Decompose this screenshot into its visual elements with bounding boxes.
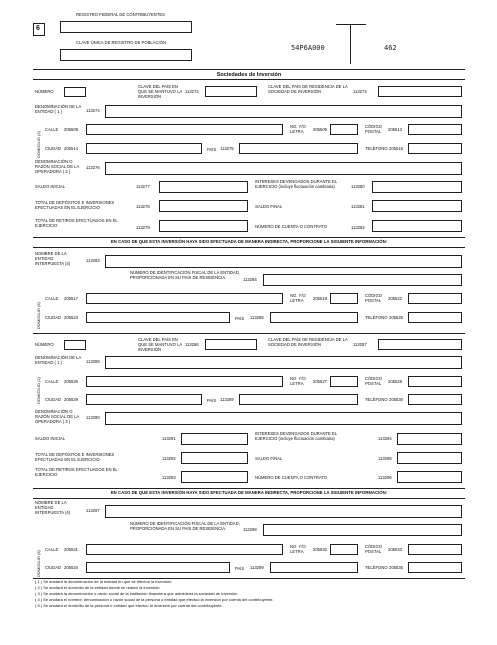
cuenta-label: NÚMERO DE CUENTA O CONTRATO [255, 224, 328, 229]
depositos-code: 113292 [162, 456, 176, 461]
pais5-label: PAÍS [235, 316, 245, 321]
saldo-final-code: 113295 [378, 456, 392, 461]
calle5-field[interactable] [86, 544, 283, 555]
interpuesta-code: 113297 [86, 508, 100, 513]
corner-mark-v [350, 24, 351, 64]
numero-field[interactable] [64, 87, 86, 97]
pais5-code: 113299 [250, 565, 264, 570]
telefono-label: TELÉFONO [365, 397, 388, 402]
indirecta-banner: EN CASO DE QUE ESTA INVERSIÓN HAYA SIDO EFECTUADA DE MANERA INDIRECTA, PROPORCIONE LA SIGUIENTE INFORMACIÓN: [110, 490, 388, 495]
numero-label: NÚMERO [35, 89, 54, 94]
footnote-5: ( 5 ) Se anotará el domicilio de la persona o entidad que efectuó la inversión por cuenta del contribuyente. [35, 603, 223, 608]
denominacion-entidad-field[interactable] [105, 105, 462, 118]
intereses-field[interactable] [397, 433, 462, 445]
interpuesta-label: NOMBRE DE LA ENTIDAD INTERPUESTA (4) [35, 500, 71, 515]
calle-code: 205526 [64, 379, 78, 384]
nif-label: NÚMERO DE IDENTIFICACIÓN FISCAL DE LA ENTIDAD, PROPORCIONADA EN SU PAÍS DE RESIDENCIA. [130, 270, 240, 280]
ciudad5-field[interactable] [86, 562, 230, 573]
numero-field[interactable] [64, 340, 86, 350]
telefono5-label: TELÉFONO [365, 565, 388, 570]
nif-code: 113298 [243, 527, 257, 532]
intereses-code: 113294 [378, 436, 392, 441]
page-number: 6 [36, 25, 40, 32]
no-letra-label: NO. Y/O LETRA [290, 376, 306, 386]
footnote-1: ( 1 ) Se anotará la denominación de la entidad en que se efectuó la inversión. [35, 579, 173, 584]
denominacion-entidad-label: DENOMINACIÓN DE LA ENTIDAD ( 1 ) [35, 104, 82, 114]
no5-field[interactable] [330, 293, 358, 304]
depositos-code: 113278 [136, 204, 150, 209]
calle5-field[interactable] [86, 293, 283, 304]
intereses-label: INTERESES DEVENGADOS DURANTE EL EJERCICIO (incluye fluctuación cambiaria) [255, 431, 337, 441]
telefono5-label: TELÉFONO [365, 315, 388, 320]
denominacion-entidad-code: 113288 [86, 359, 100, 364]
curp-label: CLAVE ÚNICA DE REGISTRO DE POBLACIÓN [76, 40, 166, 45]
telefono-field[interactable] [408, 143, 462, 154]
operadora-label: DENOMINACIÓN O RAZÓN SOCIAL DE LA OPERADORA ( 3 ) [35, 159, 80, 174]
denominacion-entidad-label: DENOMINACIÓN DE LA ENTIDAD ( 1 ) [35, 355, 82, 365]
interpuesta-code: 113283 [86, 258, 100, 263]
saldo-inicial-code: 113277 [136, 184, 150, 189]
curp-field[interactable] [60, 49, 192, 61]
calle-label: CALLE [45, 127, 59, 132]
operadora-field[interactable] [105, 412, 462, 425]
title-rule-bottom [33, 79, 465, 80]
intereses-code: 113280 [351, 184, 365, 189]
denominacion-entidad-field[interactable] [105, 356, 462, 369]
saldo-inicial-code: 113291 [162, 436, 176, 441]
indirecta-banner: EN CASO DE QUE ESTA INVERSIÓN HAYA SIDO EFECTUADA DE MANERA INDIRECTA, PROPORCIONE LA SIGUIENTE INFORMACIÓN: [110, 239, 388, 244]
retiros-label: TOTAL DE RETIROS EFECTUADOS EN EL EJERCICIO [35, 218, 118, 228]
ciudad5-code: 205523 [64, 315, 78, 320]
corner-mark-h [336, 24, 366, 25]
domicilio5-vertical-label: DOMICILIO (5) [36, 550, 41, 577]
ciudad-field[interactable] [86, 143, 202, 154]
depositos-field[interactable] [181, 452, 248, 464]
codigo-postal-label: CÓDIGO POSTAL [365, 124, 382, 134]
ciudad-code: 205529 [64, 397, 78, 402]
telefono5-code: 205525 [389, 315, 403, 320]
block-separator [33, 333, 465, 334]
cp5-label: CÓDIGO POSTAL [365, 293, 382, 303]
footnote-4: ( 4 ) Se anotará el nombre, denominación o razón social de la persona o entidad que efectuó la inversión por cuenta del contribuyente. [35, 597, 274, 602]
operadora-label: DENOMINACIÓN O RAZÓN SOCIAL DE LA OPERADORA ( 3 ) [35, 409, 80, 424]
calle-code: 205508 [64, 127, 78, 132]
no-letra-code: 205509 [313, 127, 327, 132]
pais5-code: 113285 [250, 315, 264, 320]
handwritten-code: 54P6A000 [291, 44, 325, 52]
nif-code: 113284 [243, 277, 257, 282]
codigo-postal-code: 205513 [388, 127, 402, 132]
section-title: Sociedades de Inversión [216, 71, 282, 78]
depositos-label: TOTAL DE DEPÓSITOS E INVERSIONES EFECTUADAS EN EL EJERCICIO [35, 200, 115, 210]
operadora-code: 113290 [86, 415, 100, 420]
ciudad-field[interactable] [86, 394, 202, 405]
pais-code: 113289 [220, 397, 234, 402]
telefono-field[interactable] [408, 394, 462, 405]
no-letra-field[interactable] [330, 376, 358, 387]
telefono5-field[interactable] [408, 562, 462, 573]
ciudad5-label: CIUDAD [45, 565, 62, 570]
calle-field[interactable] [86, 124, 283, 135]
ciudad-label: CIUDAD [45, 397, 62, 402]
domicilio5-vertical-label: DOMICILIO (5) [36, 302, 41, 329]
domicilio-vertical-label: DOMICILIO (2) [36, 377, 41, 404]
domicilio-vertical-label: DOMICILIO (2) [36, 131, 41, 158]
cp5-field[interactable] [408, 544, 462, 555]
no-letra-field[interactable] [330, 124, 358, 135]
interpuesta-field[interactable] [105, 505, 462, 518]
cuenta-field[interactable] [397, 471, 462, 483]
calle-label: CALLE [45, 379, 59, 384]
clave-pais-code: 113286 [185, 342, 199, 347]
no5-code: 205532 [313, 547, 327, 552]
cuenta-label: NÚMERO DE CUENTA O CONTRATO [255, 475, 328, 480]
clave-pais-label: CLAVE DEL PAÍS EN QUE SE MANTUVO LA INVERSIÓN [138, 337, 182, 352]
pais-field[interactable] [239, 143, 358, 154]
intereses-label: INTERESES DEVENGADOS DURANTE EL EJERCICIO (incluye fluctuación cambiaria) [255, 179, 337, 189]
operadora-code: 113276 [86, 165, 100, 170]
nif-field[interactable] [263, 524, 462, 536]
pais-code: 113275 [220, 146, 234, 151]
cuenta-code: 113296 [378, 475, 392, 480]
saldo-inicial-label: SALDO INICIAL [35, 184, 66, 189]
clave-pais-field[interactable] [205, 339, 257, 350]
saldo-inicial-field[interactable] [181, 433, 248, 445]
cp5-code: 205533 [388, 547, 402, 552]
interpuesta-label: NOMBRE DE LA ENTIDAD INTERPUESTA (4) [35, 251, 71, 266]
clave-pais-code: 113272 [185, 89, 199, 94]
depositos-label: TOTAL DE DEPÓSITOS E INVERSIONES EFECTUADAS EN EL EJERCICIO [35, 452, 115, 462]
pais-label: PAÍS [207, 398, 217, 403]
no-letra-code: 205527 [313, 379, 327, 384]
denominacion-entidad-code: 113274 [86, 108, 100, 113]
ciudad5-code: 205534 [64, 565, 78, 570]
no5-label: NO. Y/O LETRA [290, 544, 306, 554]
retiros-code: 113279 [136, 225, 150, 230]
pais-label: PAÍS [207, 147, 217, 152]
footnote-2: ( 2 ) Se anotará el domicilio de la entidad donde se realizó la inversión. [35, 585, 161, 590]
saldo-inicial-field[interactable] [159, 181, 248, 193]
calle5-label: CALLE [45, 547, 59, 552]
title-rule-top [33, 69, 465, 70]
telefono-code: 205530 [389, 397, 403, 402]
retiros-field[interactable] [181, 471, 248, 483]
no5-code: 205518 [313, 296, 327, 301]
codigo-postal-code: 205528 [388, 379, 402, 384]
cp5-field[interactable] [408, 293, 462, 304]
saldo-final-label: SALDO FINAL [255, 456, 283, 461]
clave-pais-field[interactable] [205, 86, 257, 97]
nif-field[interactable] [263, 274, 462, 286]
clave-pais-label: CLAVE DEL PAÍS EN QUE SE MANTUVO LA INVERSIÓN [138, 84, 182, 99]
ciudad5-field[interactable] [86, 312, 230, 323]
clave-residencia-field[interactable] [378, 339, 462, 350]
retiros-code: 113293 [162, 475, 176, 480]
cp5-label: CÓDIGO POSTAL [365, 544, 382, 554]
clave-residencia-field[interactable] [378, 86, 462, 97]
calle5-code: 205517 [64, 296, 78, 301]
ciudad-code: 205514 [64, 146, 78, 151]
pais5-label: PAÍS [235, 566, 245, 571]
saldo-final-field[interactable] [397, 452, 462, 464]
banner-rule-top [33, 488, 465, 489]
ciudad-label: CIUDAD [45, 146, 62, 151]
no5-field[interactable] [330, 544, 358, 555]
calle5-code: 205531 [64, 547, 78, 552]
telefono-code: 205516 [389, 146, 403, 151]
banner-rule-top [33, 237, 465, 238]
retiros-label: TOTAL DE RETIROS EFECTUADOS EN EL EJERCICIO [35, 467, 118, 477]
footnote-3: ( 3 ) Se anotará la denominación o razón social de la institución financiera que administra la sociedad de inversión. [35, 591, 239, 596]
nif-label: NÚMERO DE IDENTIFICACIÓN FISCAL DE LA ENTIDAD, PROPORCIONADA EN SU PAÍS DE RESIDENCIA. [130, 521, 240, 531]
cp5-code: 205522 [388, 296, 402, 301]
calle-field[interactable] [86, 376, 283, 387]
ciudad5-label: CIUDAD [45, 315, 62, 320]
banner-rule-bottom [33, 498, 465, 499]
telefono-label: TELÉFONO [365, 146, 388, 151]
operadora-field[interactable] [105, 162, 462, 175]
rfc-label: REGISTRO FEDERAL DE CONTRIBUYENTES [76, 12, 165, 17]
saldo-inicial-label: SALDO INICIAL [35, 436, 66, 441]
pais5-field[interactable] [270, 312, 358, 323]
clave-residencia-code: 113287 [353, 342, 367, 347]
saldo-final-label: SALDO FINAL [255, 204, 283, 209]
codigo-postal-field[interactable] [408, 124, 462, 135]
saldo-final-code: 113281 [351, 204, 365, 209]
cuenta-code: 113282 [351, 225, 365, 230]
numero-label: NÚMERO [35, 342, 54, 347]
no-letra-label: NO. Y/O LETRA [290, 124, 306, 134]
codigo-postal-label: CÓDIGO POSTAL [365, 376, 382, 386]
telefono5-field[interactable] [408, 312, 462, 323]
clave-residencia-label: CLAVE DEL PAÍS DE RESIDENCIA DE LA SOCIEDAD DE INVERSIÓN [268, 84, 348, 94]
calle5-label: CALLE [45, 296, 59, 301]
pais5-field[interactable] [270, 562, 358, 573]
interpuesta-field[interactable] [105, 255, 462, 268]
clave-residencia-label: CLAVE DEL PAÍS DE RESIDENCIA DE LA SOCIEDAD DE INVERSIÓN [268, 337, 348, 347]
intereses-field[interactable] [372, 181, 462, 193]
clave-residencia-code: 113273 [353, 89, 367, 94]
cuenta-field[interactable] [372, 220, 462, 232]
saldo-final-field[interactable] [372, 200, 462, 212]
telefono5-code: 205535 [389, 565, 403, 570]
depositos-field[interactable] [159, 200, 248, 212]
handwritten-number: 462 [384, 44, 397, 52]
retiros-field[interactable] [159, 220, 248, 232]
codigo-postal-field[interactable] [408, 376, 462, 387]
no5-label: NO. Y/O LETRA [290, 293, 306, 303]
rfc-field[interactable] [60, 21, 192, 33]
banner-rule-bottom [33, 247, 465, 248]
pais-field[interactable] [239, 394, 358, 405]
